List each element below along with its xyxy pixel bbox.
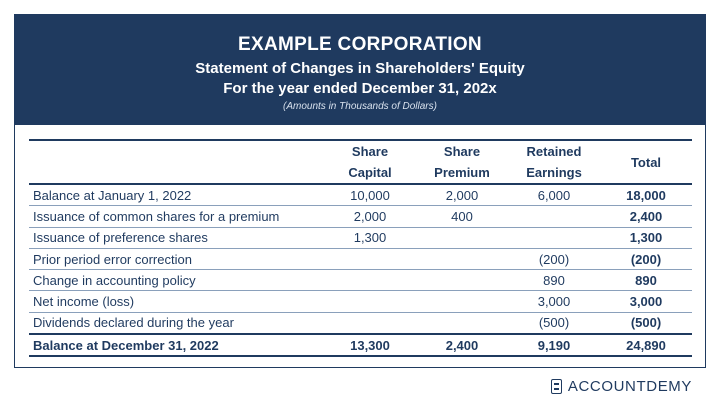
retained-earnings-cell: 9,190 <box>508 334 600 356</box>
retained-earnings-cell: 3,000 <box>508 291 600 312</box>
column-header-share-premium <box>416 140 508 184</box>
table-row <box>29 270 692 291</box>
retained-earnings-cell: 890 <box>508 270 600 291</box>
share-capital-cell <box>324 291 416 312</box>
share-premium-cell <box>416 270 508 291</box>
share-capital-cell <box>324 270 416 291</box>
header-line: Share <box>443 144 481 159</box>
row-label: Change in accounting policy <box>29 270 324 291</box>
row-label: Prior period error correction <box>29 248 324 269</box>
row-label: Net income (loss) <box>29 291 324 312</box>
title-banner <box>15 15 705 125</box>
statement-card <box>14 14 706 368</box>
row-label: Dividends declared during the year <box>29 312 324 334</box>
statement-period: For the year ended December 31, 202x <box>223 80 497 97</box>
share-premium-cell <box>416 248 508 269</box>
header-line: Premium <box>434 165 490 180</box>
company-name: EXAMPLE CORPORATION <box>238 34 482 55</box>
retained-earnings-cell: (200) <box>508 248 600 269</box>
total-cell: 18,000 <box>600 184 692 206</box>
header-line: Total <box>630 154 662 170</box>
brand-name: ACCOUNTDEMY <box>567 378 692 395</box>
total-cell: 890 <box>600 270 692 291</box>
share-premium-cell <box>416 291 508 312</box>
label-column-header <box>29 140 324 184</box>
column-header-share-capital <box>324 140 416 184</box>
share-premium-cell: 400 <box>416 206 508 227</box>
header-line: Capital <box>348 165 392 180</box>
retained-earnings-cell: 6,000 <box>508 184 600 206</box>
header-line: Earnings <box>526 165 582 180</box>
total-cell: (200) <box>600 248 692 269</box>
total-cell: (500) <box>600 312 692 334</box>
share-premium-cell <box>416 227 508 248</box>
row-label: Balance at December 31, 2022 <box>29 334 324 356</box>
table-row <box>29 248 692 269</box>
retained-earnings-cell <box>508 227 600 248</box>
share-premium-cell: 2,400 <box>416 334 508 356</box>
row-label: Balance at January 1, 2022 <box>29 184 324 206</box>
share-capital-cell <box>324 312 416 334</box>
retained-earnings-cell: (500) <box>508 312 600 334</box>
table-row <box>29 291 692 312</box>
share-capital-cell: 10,000 <box>324 184 416 206</box>
column-header-retained-earnings <box>508 140 600 184</box>
table-row <box>29 184 692 206</box>
statement-title: Statement of Changes in Shareholders' Equity <box>195 60 525 77</box>
share-capital-cell: 2,000 <box>324 206 416 227</box>
share-capital-cell: 1,300 <box>324 227 416 248</box>
table-row <box>29 206 692 227</box>
table-row <box>29 227 692 248</box>
total-cell: 1,300 <box>600 227 692 248</box>
retained-earnings-cell <box>508 206 600 227</box>
share-capital-cell <box>324 248 416 269</box>
total-cell: 2,400 <box>600 206 692 227</box>
book-icon <box>551 379 562 394</box>
share-capital-cell: 13,300 <box>324 334 416 356</box>
header-row <box>29 140 692 184</box>
equity-table <box>29 139 692 357</box>
share-premium-cell <box>416 312 508 334</box>
closing-balance-row <box>29 334 692 356</box>
brand-logo <box>551 378 692 395</box>
column-header-total <box>600 140 692 184</box>
table-row <box>29 312 692 334</box>
header-line: Share <box>351 144 389 159</box>
header-line: Retained <box>526 144 582 159</box>
row-label: Issuance of common shares for a premium <box>29 206 324 227</box>
row-label: Issuance of preference shares <box>29 227 324 248</box>
share-premium-cell: 2,000 <box>416 184 508 206</box>
amounts-note: (Amounts in Thousands of Dollars) <box>283 101 437 112</box>
total-cell: 3,000 <box>600 291 692 312</box>
total-cell: 24,890 <box>600 334 692 356</box>
